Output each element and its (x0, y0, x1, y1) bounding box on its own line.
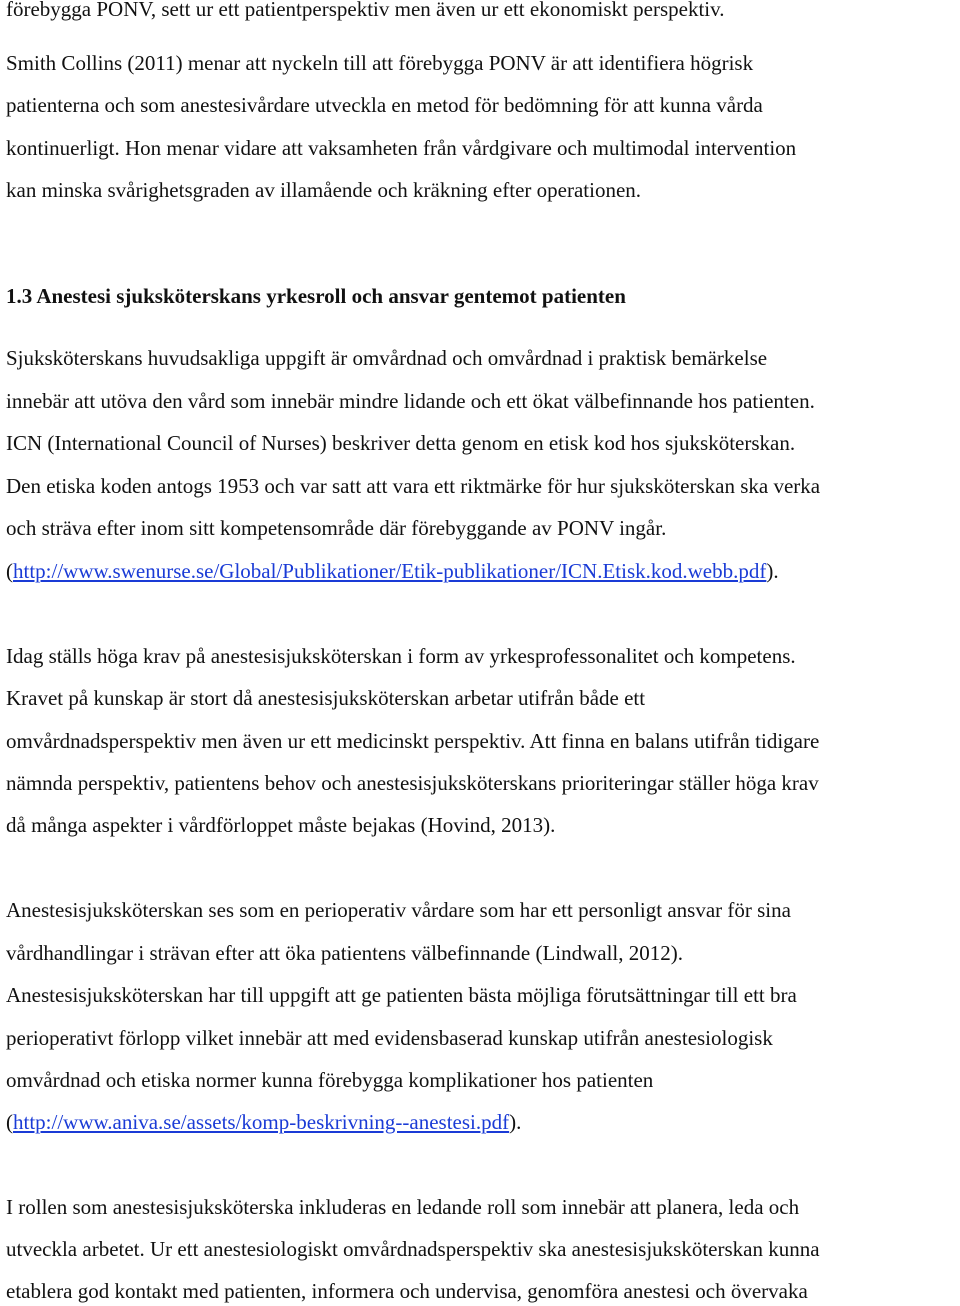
paragraph-line: patienterna och som anestesivårdare utveckla en metod för bedömning för att kunna vårda (6, 93, 763, 117)
aniva-link[interactable]: http://www.aniva.se/assets/komp-beskrivning--anestesi.pdf (13, 1110, 510, 1134)
paragraph-line: omvårdnadsperspektiv men även ur ett medicinskt perspektiv. Att finna en balans utifrån tidigare (6, 729, 820, 753)
paragraph-line: omvårdnad och etiska normer kunna förebygga komplikationer hos patienten (6, 1068, 654, 1092)
paragraph-line: Idag ställs höga krav på anestesisjuksköterskan i form av yrkesprofessonalitet och kompetens. (6, 644, 796, 668)
paragraph-line: perioperativt förlopp vilket innebär att med evidensbaserad kunskap utifrån anestesiologisk (6, 1026, 773, 1050)
paragraph-line: Den etiska koden antogs 1953 och var satt att vara ett riktmärke för hur sjuksköterskan ska verka (6, 474, 821, 498)
reference-line (6, 558, 779, 584)
paragraph-line: etablera god kontakt med patienten, informera och undervisa, genomföra anestesi och övervaka (6, 1279, 808, 1303)
paragraph-line: Anestesisjuksköterskan har till uppgift att ge patienten bästa möjliga förutsättningar till ett bra (6, 983, 797, 1007)
paragraph-line: Anestesisjuksköterskan ses som en perioperativ vårdare som har ett personligt ansvar för sina (6, 898, 791, 922)
paragraph-line: kontinuerligt. Hon menar vidare att vaksamheten från vårdgivare och multimodal intervention (6, 136, 797, 160)
paragraph-line: då många aspekter i vårdförloppet måste bejakas (Hovind, 2013). (6, 813, 556, 837)
paragraph-line: Smith Collins (2011) menar att nyckeln till att förebygga PONV är att identifiera högrisk (6, 51, 754, 75)
paragraph-line: kan minska svårighetsgraden av illamående och kräkning efter operationen. (6, 178, 642, 202)
paragraph-line: och sträva efter inom sitt kompetensområde där förebyggande av PONV ingår. (6, 516, 667, 540)
paragraph-line: I rollen som anestesisjuksköterska inkluderas en ledande roll som innebär att planera, leda och (6, 1195, 800, 1219)
paragraph-line: utveckla arbetet. Ur ett anestesiologiskt omvårdnadsperspektiv ska anestesisjuksköterskan kunna (6, 1237, 820, 1261)
reference-prefix: ( (6, 559, 13, 583)
paragraph-line: förebygga PONV, sett ur ett patientperspektiv men även ur ett ekonomiskt perspektiv. (6, 0, 725, 21)
paragraph-line: ICN (International Council of Nurses) beskriver detta genom en etisk kod hos sjuksköterskan. (6, 431, 796, 455)
swenurse-link[interactable]: http://www.swenurse.se/Global/Publikationer/Etik-publikationer/ICN.Etisk.kod.webb.pdf (13, 559, 767, 583)
paragraph-line: Kravet på kunskap är stort då anestesisjuksköterskan arbetar utifrån både ett (6, 686, 646, 710)
reference-suffix: ). (509, 1110, 522, 1134)
section-heading: 1.3 Anestesi sjuksköterskans yrkesroll och ansvar gentemot patienten (6, 284, 626, 308)
paragraph-line: Sjuksköterskans huvudsakliga uppgift är omvårdnad och omvårdnad i praktisk bemärkelse (6, 346, 768, 370)
paragraph-line: innebär att utöva den vård som innebär mindre lidande och ett ökat välbefinnande hos patienten. (6, 389, 815, 413)
reference-prefix: ( (6, 1110, 13, 1134)
paragraph-line: nämnda perspektiv, patientens behov och anestesisjuksköterskans prioriteringar ställer höga krav (6, 771, 819, 795)
reference-suffix: ). (766, 559, 779, 583)
paragraph-line: vårdhandlingar i strävan efter att öka patientens välbefinnande (Lindwall, 2012). (6, 941, 684, 965)
reference-line (6, 1109, 521, 1135)
